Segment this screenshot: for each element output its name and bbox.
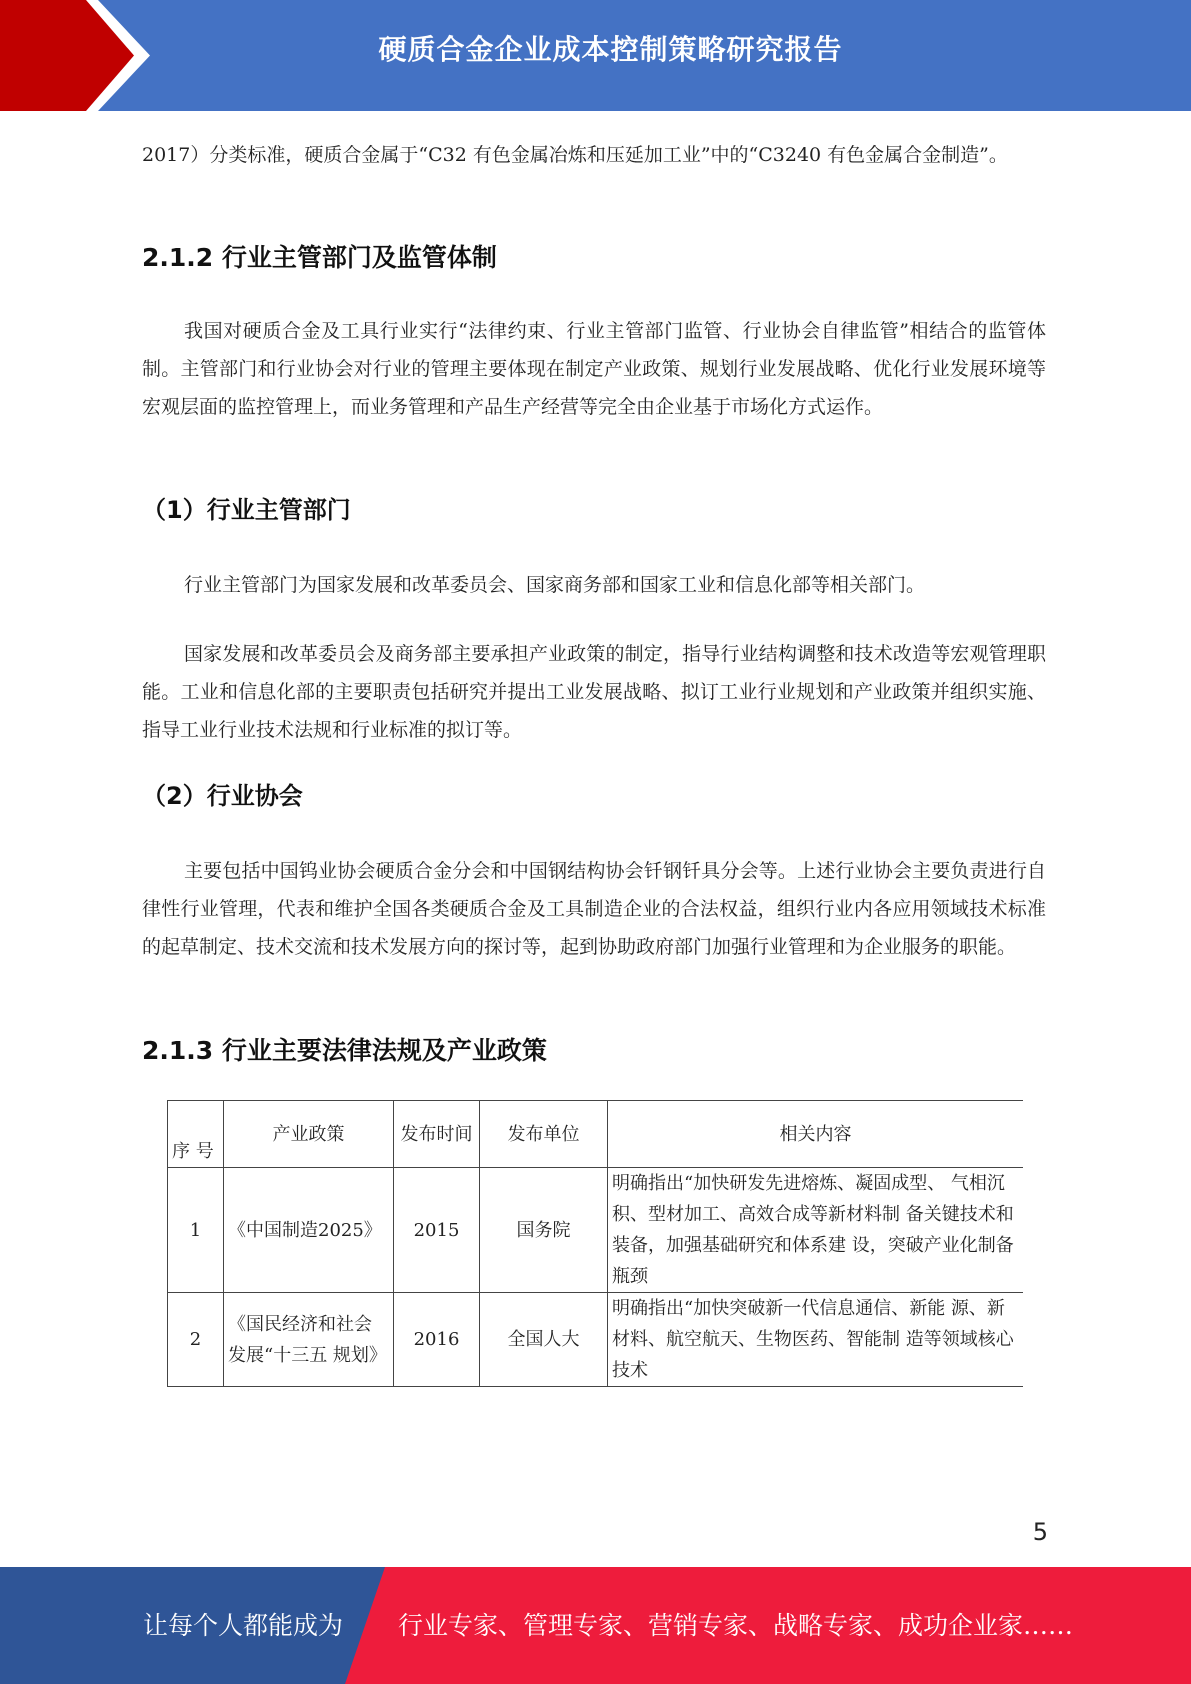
cell-time: 2015 [394,1168,480,1293]
industry-authority-paragraph-2: 国家发展和改革委员会及商务部主要承担产业政策的制定，指导行业结构调整和技术改造等宏观管理职能。工业和信息化部的主要职责包括研究并提出工业发展战略、拟订工业行业规划和产业政策并组织实施、指导工业行业技术法规和行业标准的拟订等。 [142,643,1046,741]
cell-time: 2016 [394,1293,480,1387]
cell-issuer: 全国人大 [480,1293,608,1387]
subheading-industry-association: （2）行业协会 [142,782,303,810]
page-header [0,0,1191,111]
section-heading-2-1-3: 2.1.3 行业主要法律法规及产业政策 [142,1036,547,1065]
cell-content: 明确指出“加快突破新一代信息通信、新能 源、新材料、航空航天、生物医药、智能制 造等领域核心技术 [608,1293,1024,1387]
cell-policy: 《国民经济和社会发展“十三五 规划》 [224,1293,394,1387]
header-policy: 产业政策 [224,1101,394,1168]
header-time: 发布时间 [394,1101,480,1168]
cell-content: 明确指出“加快研发先进熔炼、凝固成型、 气相沉积、型材加工、高效合成等新材料制 备关键技术和装备，加强基础研究和体系建 设，突破产业化制备瓶颈 [608,1168,1024,1293]
policy-table [167,1100,1023,1387]
header-title: 硬质合金企业成本控制策略研究报告 [378,33,843,66]
industry-association-paragraph: 主要包括中国钨业协会硬质合金分会和中国钢结构协会钎钢钎具分会等。上述行业协会主要负责进行自律性行业管理，代表和维护全国各类硬质合金及工具制造企业的合法权益，组织行业内各应用领域技术标准的起草制定、技术交流和技术发展方向的探讨等，起到协助政府部门加强行业管理和为企业服务的职能。 [142,860,1046,958]
table-header-row [168,1101,1024,1168]
intro-paragraph: 2017）分类标准，硬质合金属于“C32 有色金属冶炼和压延加工业”中的“C3240 有色金属合金制造”。 [142,144,1008,166]
policy-table-container [167,1100,1023,1388]
section-heading-2-1-2: 2.1.2 行业主管部门及监管体制 [142,243,497,272]
page-number: 5 [1032,1518,1048,1546]
page-footer [0,1567,1191,1684]
cell-seq: 1 [168,1168,224,1293]
cell-issuer: 国务院 [480,1168,608,1293]
footer-slogan-left: 让每个人都能成为 [143,1611,344,1640]
header-seq: 序 号 [168,1101,224,1168]
cell-policy: 《中国制造2025》 [224,1168,394,1293]
section-2-1-2-paragraph: 我国对硬质合金及工具行业实行“法律约束、行业主管部门监管、行业协会自律监管”相结合的监管体制。主管部门和行业协会对行业的管理主要体现在制定产业政策、规划行业发展战略、优化行业发展环境等宏观层面的监控管理上，而业务管理和产品生产经营等完全由企业基于市场化方式运作。 [142,320,1046,418]
cell-seq: 2 [168,1293,224,1387]
header-content: 相关内容 [608,1101,1024,1168]
table-row [168,1293,1024,1387]
subheading-industry-authority: （1）行业主管部门 [142,496,351,524]
table-row [168,1168,1024,1293]
industry-authority-paragraph-1: 行业主管部门为国家发展和改革委员会、国家商务部和国家工业和信息化部等相关部门。 [184,574,926,596]
footer-slogan-right: 行业专家、管理专家、营销专家、战略专家、成功企业家…… [398,1611,1074,1640]
header-issuer: 发布单位 [480,1101,608,1168]
